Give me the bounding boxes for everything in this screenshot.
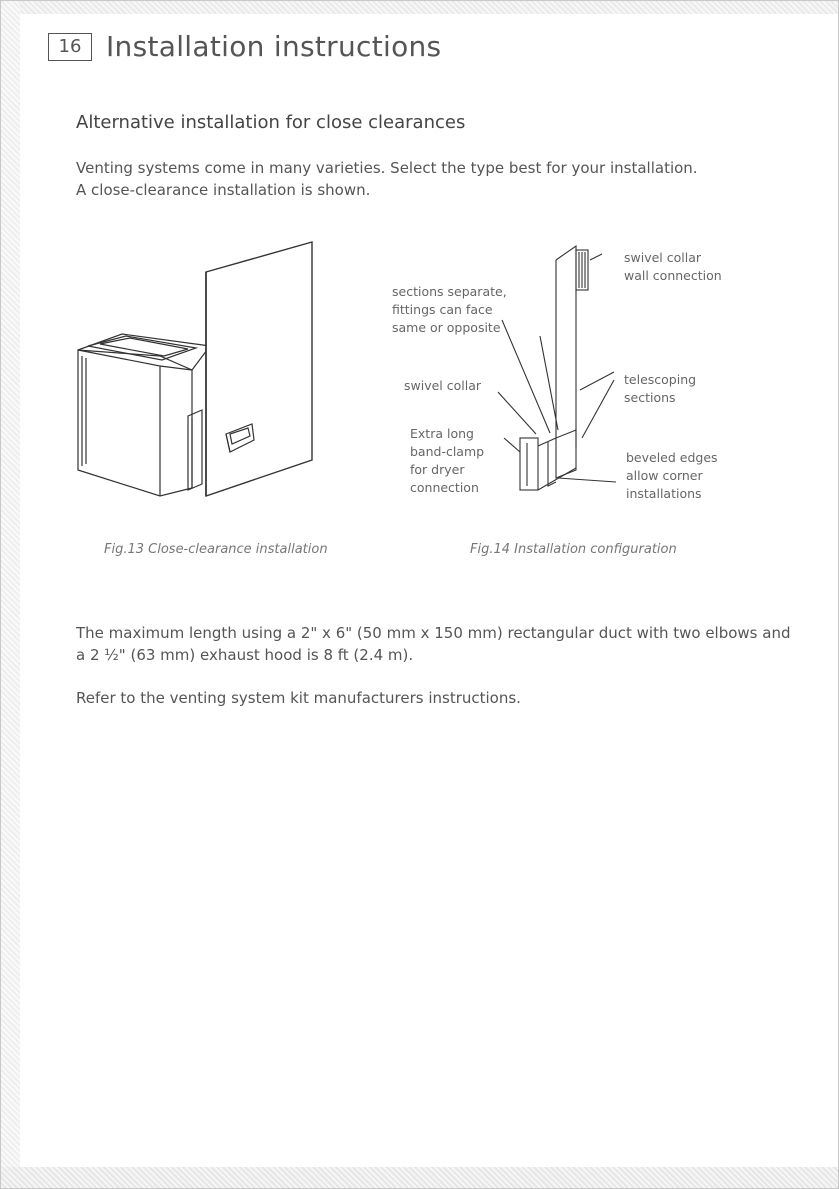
intro-text (76, 157, 698, 201)
page-number: 16 (48, 33, 92, 61)
section-heading: Alternative installation for close clearances (76, 112, 466, 133)
manufacturer-instructions-paragraph: Refer to the venting system kit manufacturers instructions. (76, 689, 521, 707)
label-swivel-collar-top-2: wall connection (624, 268, 722, 283)
figure-13-caption: Fig.13 Close-clearance installation (104, 542, 328, 557)
label-extra-long-4: connection (410, 480, 479, 495)
intro-line-1: Venting systems come in many varieties. Select the type best for your installation. (76, 159, 698, 177)
label-extra-long-3: for dryer (410, 462, 465, 477)
label-sections-separate-3: same or opposite (392, 320, 501, 335)
page-title: Installation instructions (106, 30, 442, 63)
label-sections-separate-2: fittings can face (392, 302, 493, 317)
label-swivel-collar: swivel collar (404, 378, 482, 393)
figure-14-illustration (380, 238, 740, 517)
figure-13-illustration (60, 238, 330, 512)
scan-top-edge (0, 0, 839, 14)
label-beveled-1: beveled edges (626, 450, 718, 465)
label-telescoping-2: sections (624, 390, 676, 405)
intro-line-2: A close-clearance installation is shown. (76, 181, 371, 199)
label-extra-long-2: band-clamp (410, 444, 485, 459)
label-beveled-3: installations (626, 486, 702, 501)
figure-14-caption: Fig.14 Installation configuration (470, 542, 677, 557)
scan-bottom-edge (0, 1167, 839, 1189)
page-header (48, 30, 441, 63)
scan-left-edge (0, 0, 20, 1189)
vent-configuration-drawing (380, 238, 740, 513)
max-length-paragraph: The maximum length using a 2" x 6" (50 mm x 150 mm) rectangular duct with two elbows and a 2 ½" (63 mm) exhaust hood is 8 ft (2.4 m). (76, 624, 791, 664)
label-sections-separate-1: sections separate, (392, 284, 507, 299)
label-beveled-2: allow corner (626, 468, 703, 483)
label-swivel-collar-top-1: swivel collar (624, 250, 702, 265)
label-extra-long-1: Extra long (410, 426, 474, 441)
label-telescoping-1: telescoping (624, 372, 697, 387)
dryer-close-clearance-drawing (60, 238, 330, 508)
